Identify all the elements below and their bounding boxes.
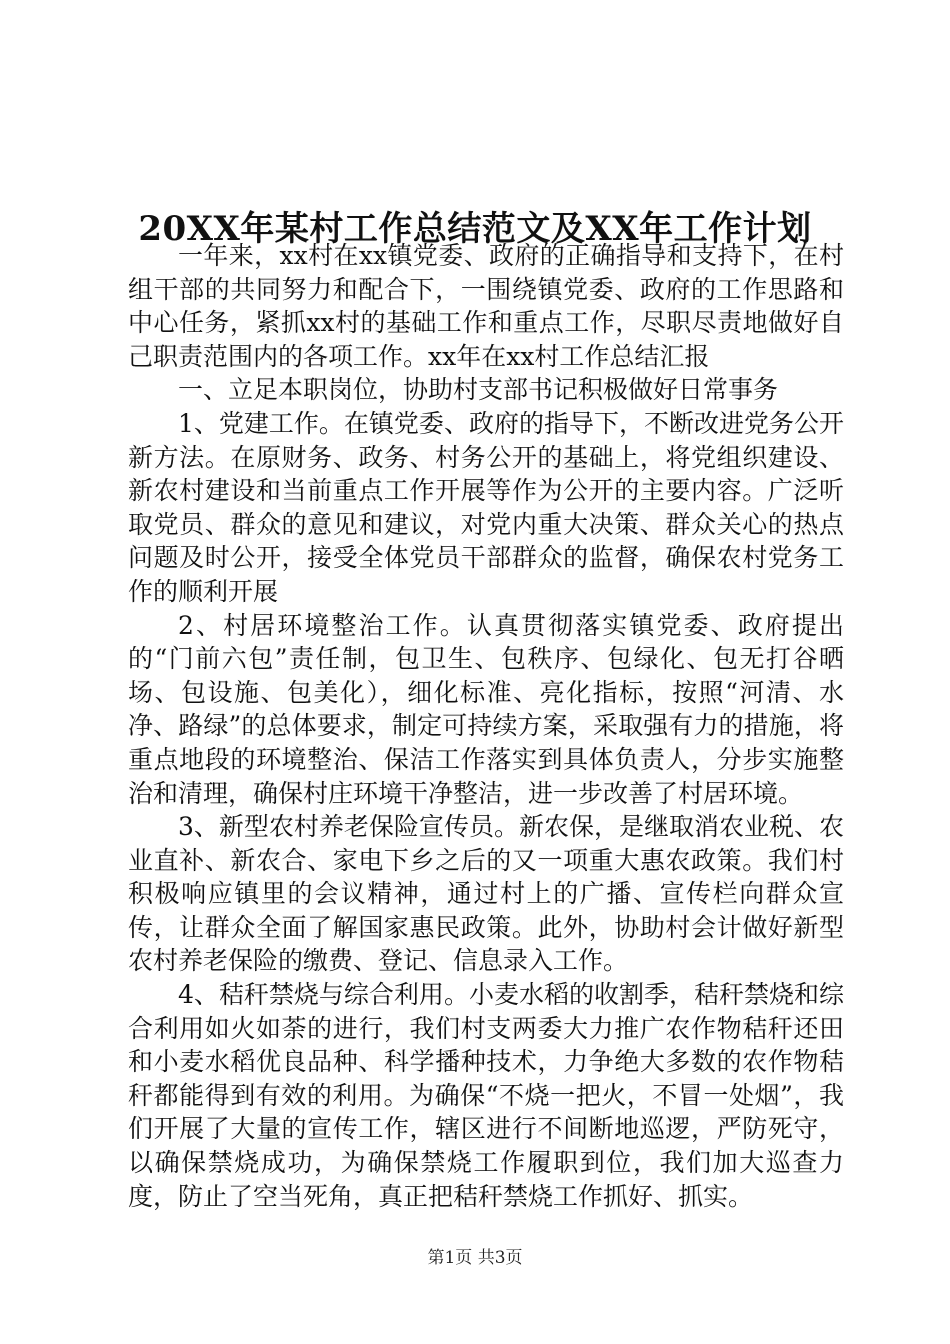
- paragraph-pension: 3、新型农村养老保险宣传员。新农保，是继取消农业税、农业直补、新农合、家电下乡之后的又一项重大惠农政策。我们村积极响应镇里的会议精神，通过村上的广播、宣传栏向群众宣传，让群众全面了解国家惠民政策。此外，协助村会计做好新型农村养老保险的缴费、登记、信息录入工作。: [128, 812, 844, 976]
- document-body: [128, 239, 844, 1213]
- paragraph-straw-burning: 4、秸秆禁烧与综合利用。小麦水稻的收割季，秸秆禁烧和综合利用如火如荼的进行，我们村支两委大力推广农作物秸秆还田和小麦水稻优良品种、科学播种技术，力争绝大多数的农作物秸秆都能得到有效的利用。为确保“不烧一把火，不冒一处烟”，我们开展了大量的宣传工作，辖区进行不间断地巡逻，严防死守，以确保禁烧成功，为确保禁烧工作履职到位，我们加大巡查力度，防止了空当死角，真正把秸秆禁烧工作抓好、抓实。: [128, 980, 844, 1211]
- paragraph-party-building: 1、党建工作。在镇党委、政府的指导下，不断改进党务公开新方法。在原财务、政务、村务公开的基础上，将党组织建设、新农村建设和当前重点工作开展等作为公开的主要内容。广泛听取党员、群众的意见和建议，对党内重大决策、群众关心的热点问题及时公开，接受全体党员干部群众的监督，确保农村党务工作的顺利开展: [128, 408, 844, 606]
- section-heading: 一、立足本职岗位，协助村支部书记积极做好日常事务: [178, 375, 779, 405]
- paragraph-intro: 一年来，xx村在xx镇党委、政府的正确指导和支持下，在村组干部的共同努力和配合下，一围绕镇党委、政府的工作思路和中心任务，紧抓xx村的基础工作和重点工作，尽职尽责地做好自己职责范围内的各项工作。xx年在xx村工作总结汇报: [128, 241, 844, 371]
- page-number: 第1页 共3页: [427, 1248, 523, 1268]
- document-title: 20XX年某村工作总结范文及XX年工作计划: [138, 208, 812, 249]
- paragraph-environment: 2、村居环境整治工作。认真贯彻落实镇党委、政府提出的“门前六包”责任制，包卫生、包秩序、包绿化、包无打谷晒场、包设施、包美化），细化标准、亮化指标，按照“河清、水净、路绿”的总体要求，制定可持续方案，采取强有力的措施，将重点地段的环境整治、保洁工作落实到具体负责人，分步实施整治和清理，确保村庄环境干净整洁，进一步改善了村居环境。: [128, 610, 844, 808]
